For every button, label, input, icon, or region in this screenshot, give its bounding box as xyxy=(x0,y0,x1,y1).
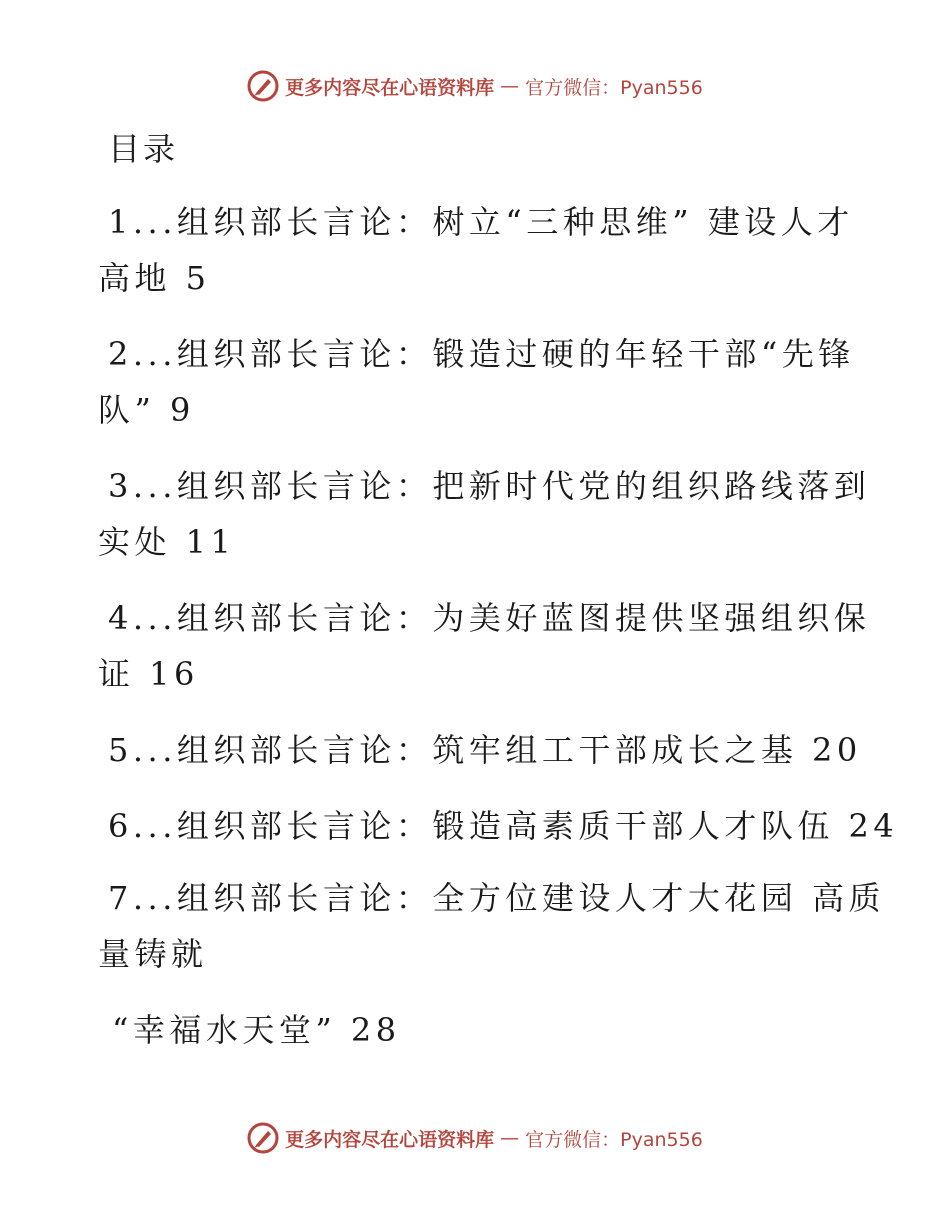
banner-separator: — xyxy=(500,75,520,97)
toc-entry-1-line-1: 1...组织部长言论：树立“三种思维” 建设人才 xyxy=(108,203,854,241)
toc-entry-3-line-2: 实处 11 xyxy=(98,523,236,561)
toc-entry-7-line-2: 量铸就 xyxy=(98,935,208,973)
toc-heading: 目录 xyxy=(108,130,179,168)
banner-separator: — xyxy=(500,1127,520,1149)
toc-entry-7-line-3: “幸福水天堂” 28 xyxy=(112,1011,401,1049)
banner-subtitle: 官方微信：Pyan556 xyxy=(525,1128,703,1151)
banner-subtitle: 官方微信：Pyan556 xyxy=(525,76,703,99)
toc-entry-1-line-2: 高地 5 xyxy=(98,259,211,297)
banner-title: 更多内容尽在心语资料库 xyxy=(285,1128,495,1151)
toc-entry-4-line-1: 4...组织部长言论：为美好蓝图提供坚强组织保 xyxy=(108,599,871,637)
header-banner xyxy=(0,70,950,102)
pen-logo-icon xyxy=(247,70,279,102)
pen-logo-icon xyxy=(247,1122,279,1154)
toc-entry-6: 6...组织部长言论：锻造高素质干部人才队伍 24 xyxy=(108,807,899,845)
banner-title: 更多内容尽在心语资料库 xyxy=(285,76,495,99)
toc-entry-3-line-1: 3...组织部长言论：把新时代党的组织路线落到 xyxy=(108,467,871,505)
toc-entry-4-line-2: 证 16 xyxy=(98,655,199,693)
toc-entry-5: 5...组织部长言论：筑牢组工干部成长之基 20 xyxy=(108,731,862,769)
footer-banner xyxy=(0,1122,950,1154)
toc-entry-7-line-1: 7...组织部长言论：全方位建设人才大花园 高质 xyxy=(108,879,886,917)
toc-entry-2-line-1: 2...组织部长言论：锻造过硬的年轻干部“先锋 xyxy=(108,335,855,373)
toc-entry-2-line-2: 队” 9 xyxy=(98,391,195,429)
